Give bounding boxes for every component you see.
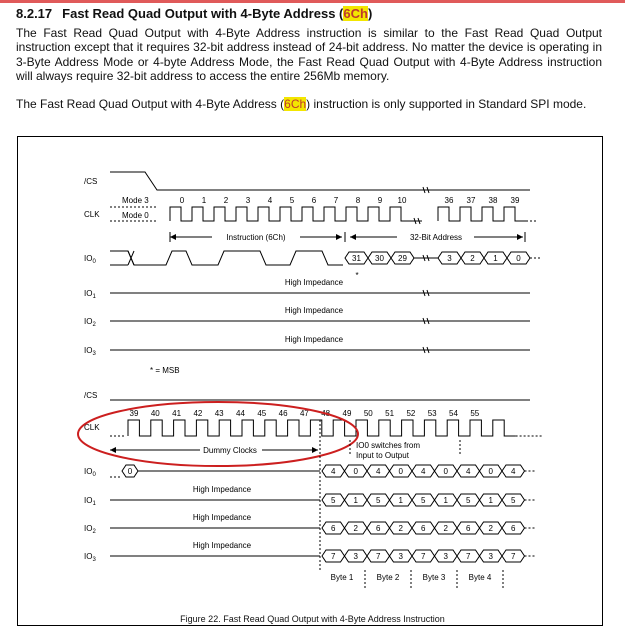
io3-high-impedance-label: High Impedance [284,335,344,344]
section-number: 8.2.17 [16,6,53,21]
address-bit-label: 3 [447,254,452,263]
clock-number: 7 [333,196,339,205]
section-title-end: ) [367,6,373,21]
arrow-head [170,234,176,240]
io3-label-lower: $IO_3$ [84,552,96,563]
io1-data-bit-label: 1 [398,496,403,505]
arrow-head [110,447,116,453]
clk-upper-waveform-tail [438,207,526,221]
clock-number-lower: 49 [342,409,352,418]
description-paragraph: The Fast Read Quad Output with 4-Byte Address instruction is similar to the Fast Read Quad Output instruction except that it requires 32-bit address instead of 24-bit address. No matter the device is operating in 3-Byte Address Mode or 4-byte Address Mode, the Fast Read Quad Output with 4-Byte Address instruction will always require 32-bit address to access the entire 256Mb memory. [16,26,602,84]
clock-number-lower: 45 [257,409,267,418]
io0-data-bit-label: 4 [376,467,381,476]
io0-data-bit-label: 4 [421,467,426,476]
io2-lower-high-impedance-label: High Impedance [192,513,252,522]
clock-number-lower: 44 [236,409,245,418]
io3-data-bit-label: 7 [331,552,336,561]
io0-data-bit-label: 0 [398,467,403,476]
io2-data-bit-label: 6 [511,524,516,533]
io1-data-bit-label: 1 [443,496,448,505]
io2-high-impedance-label: High Impedance [284,306,344,315]
address-bit-label: 1 [493,254,498,263]
io2-data-bit-label: 2 [398,524,403,533]
clock-number: 5 [289,196,295,205]
io2-data-bit-label: 2 [488,524,493,533]
support-note-code: 6Ch [284,97,307,111]
clock-number: 4 [267,196,273,205]
clock-number: 1 [201,196,207,205]
clock-number-lower: 54 [449,409,458,418]
mode0-label: Mode 0 [122,211,149,220]
msb-note: * = MSB [150,366,180,375]
clock-number: 38 [488,196,498,205]
io0-label-lower: $IO_0$ [84,467,96,478]
io2-data-bit-label: 6 [376,524,381,533]
io1-data-bit-label: 5 [376,496,381,505]
clock-number-lower: 40 [150,409,160,418]
io1-lower-high-impedance-label: High Impedance [192,485,252,494]
clock-number: 6 [311,196,317,205]
byte-label: Byte 1 [330,573,354,582]
clock-number-lower: 42 [193,409,203,418]
io1-label-lower: $IO_1$ [84,496,96,507]
mode3-label: Mode 3 [122,196,149,205]
support-note-end: ) instruction is only supported in Standard SPI mode. [306,97,587,111]
io3-data-bit-label: 3 [488,552,493,561]
io3-data-bit-label: 7 [376,552,381,561]
instruction-label: Instruction (6Ch) [226,233,286,242]
io0-data-bit-label: 0 [353,467,358,476]
io1-data-bit-label: 5 [331,496,336,505]
clock-number-lower: 48 [321,409,331,418]
clock-number: 36 [444,196,454,205]
clk-label: CLK [84,210,100,219]
io1-data-bit-label: 5 [511,496,516,505]
io0-label: $IO_0$ [84,254,96,265]
io1-data-bit-label: 5 [466,496,471,505]
clock-number: 39 [510,196,520,205]
io2-data-bit-label: 2 [353,524,358,533]
io1-data-bit-label: 1 [353,496,358,505]
io0-instruction-wave [110,251,343,265]
byte-label: Byte 4 [468,573,492,582]
arrow-head [312,447,318,453]
address-bit-label: 2 [470,254,475,263]
arrow-head [350,234,356,240]
instruction-code-highlight: 6Ch [343,6,368,21]
io2-data-bit-label: 6 [466,524,471,533]
io2-data-bit-label: 6 [331,524,336,533]
clock-number-lower: 47 [299,409,309,418]
clock-number: 37 [466,196,476,205]
io3-label: $IO_3$ [84,346,96,357]
io0-data-bit-label: 4 [466,467,471,476]
clock-number-lower: 51 [385,409,395,418]
clock-number-lower: 39 [129,409,139,418]
clk-upper-waveform [170,207,412,221]
io3-lower-high-impedance-label: High Impedance [192,541,252,550]
address-bit-label: 30 [375,254,384,263]
cs-waveform [110,172,530,190]
clock-number-lower: 50 [363,409,373,418]
clock-number: 8 [355,196,361,205]
clock-number: 3 [245,196,251,205]
io1-high-impedance-label: High Impedance [284,278,344,287]
io0-data-bit-label: 4 [511,467,516,476]
section-title-start: Fast Read Quad Output with 4-Byte Address ( [62,6,344,21]
io3-data-bit-label: 3 [353,552,358,561]
io3-data-bit-label: 7 [511,552,516,561]
clock-number-lower: 53 [427,409,437,418]
arrow-head [517,234,523,240]
io2-data-bit-label: 6 [421,524,426,533]
io0-data-bit-label: 4 [331,467,336,476]
clock-number-lower: 52 [406,409,416,418]
dummy-clocks-label: Dummy Clocks [203,446,257,455]
io0-last-address-bit-label: 0 [127,467,133,476]
clock-number-lower: 43 [214,409,224,418]
io1-data-bit-label: 5 [421,496,426,505]
cs-label-lower: /CS [84,391,98,400]
io0-data-bit-label: 0 [443,467,448,476]
address-bit-label: 0 [516,254,521,263]
io1-data-bit-label: 1 [488,496,493,505]
io3-data-bit-label: 3 [443,552,448,561]
figure-caption: Figure 22. Fast Read Quad Output with 4-Byte Address Instruction [180,614,445,624]
clock-number: 10 [397,196,407,205]
clock-number: 0 [179,196,185,205]
switch-note-line1: IO0 switches from [356,441,421,450]
cs-label: /CS [84,177,98,186]
byte-label: Byte 3 [422,573,446,582]
io0-data-bit-label: 0 [488,467,493,476]
clock-number: 9 [377,196,383,205]
io1-label: $IO_1$ [84,289,96,300]
clock-number-lower: 41 [172,409,182,418]
clk-label-lower: CLK [84,423,100,432]
arrow-head [336,234,342,240]
byte-label: Byte 2 [376,573,400,582]
msb-marker: * [355,271,359,280]
address-bit-label: 31 [352,254,361,263]
io2-label-lower: $IO_2$ [84,524,96,535]
address-bit-label: 29 [398,254,407,263]
support-note-start: The Fast Read Quad Output with 4-Byte Address ( [16,97,285,111]
io3-data-bit-label: 7 [466,552,471,561]
clock-number-lower: 46 [278,409,288,418]
switch-note-line2: Input to Output [356,451,409,460]
io2-label: $IO_2$ [84,317,96,328]
io3-data-bit-label: 3 [398,552,403,561]
clock-number-lower: 55 [470,409,480,418]
io3-data-bit-label: 7 [421,552,426,561]
io2-data-bit-label: 2 [443,524,448,533]
clk-lower-waveform [128,420,516,436]
clock-number: 2 [223,196,229,205]
address-label: 32-Bit Address [409,233,463,242]
